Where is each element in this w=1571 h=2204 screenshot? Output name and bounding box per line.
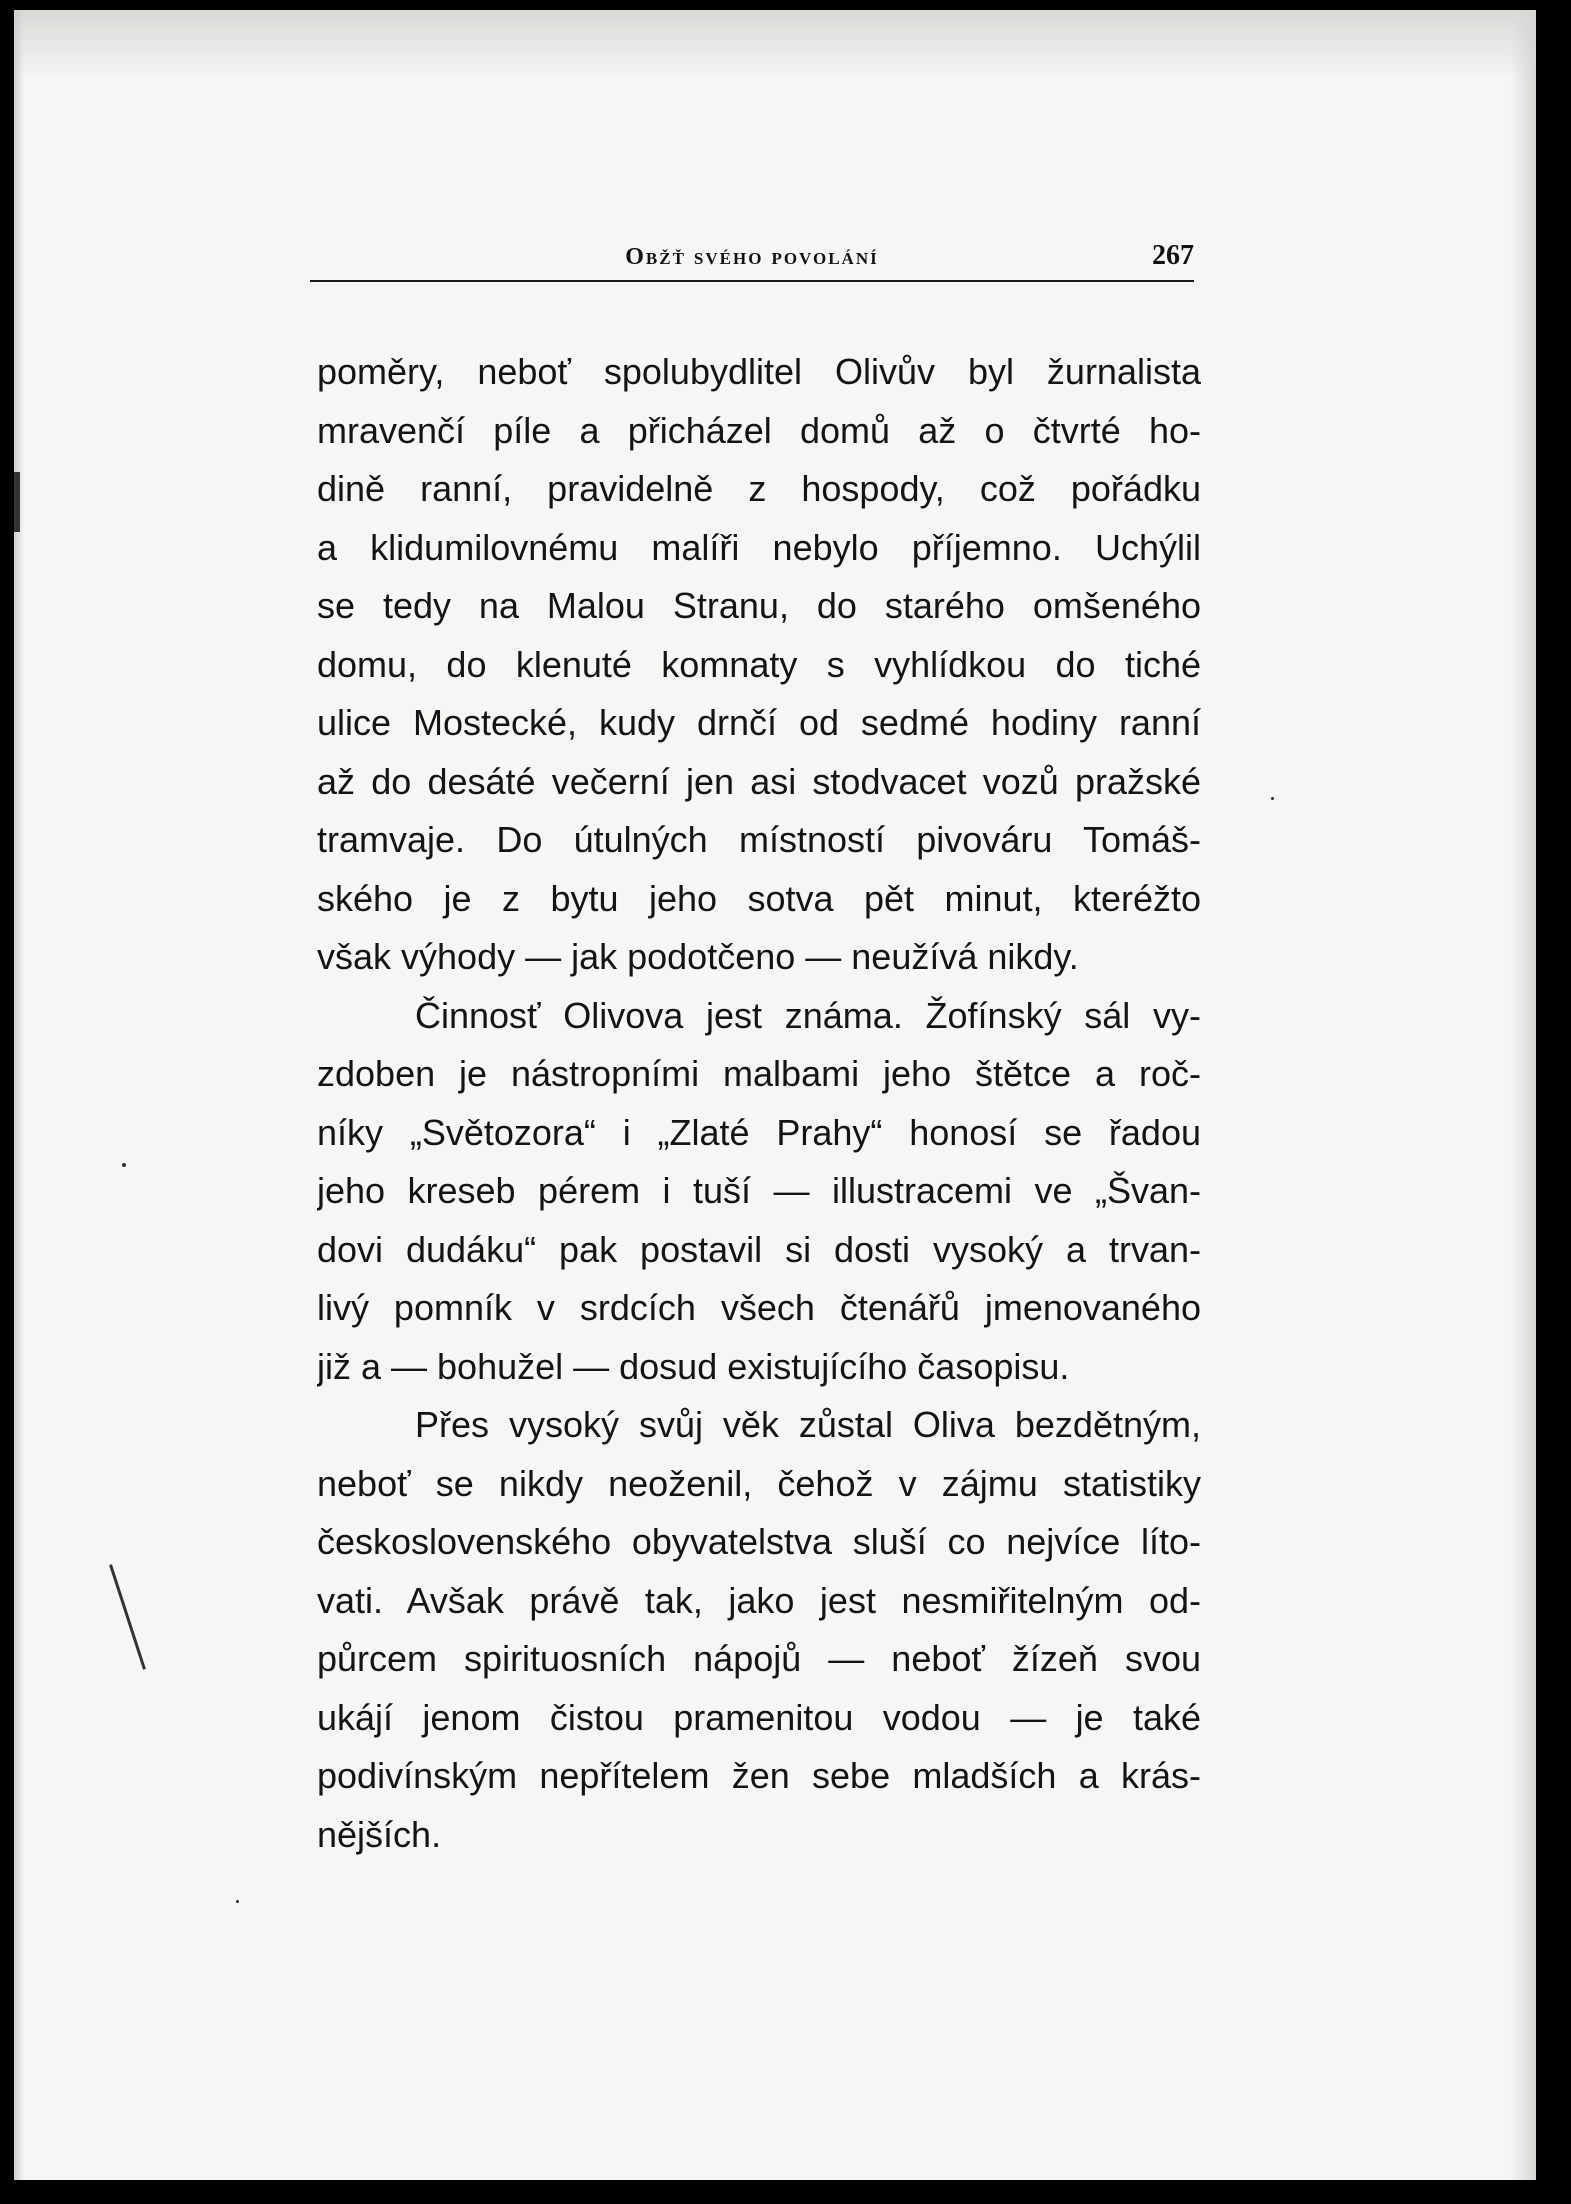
- text-line: až do desáté večerní jen asi stodvacet vozů pražské: [317, 760, 1201, 802]
- text-line: livý pomník v srdcích všech čtenářů jmenovaného: [317, 1287, 1201, 1328]
- text-line: podivínským nepřítelem žen sebe mladších a krás-: [317, 1755, 1201, 1796]
- text-line: dině ranní, pravidelně z hospody, což pořádku: [317, 468, 1201, 509]
- text-line: a klidumilovnému malíři nebylo příjemno. Uchýlil: [317, 526, 1201, 568]
- text-line: tramvaje. Do útulných místností pivováru Tomáš-: [317, 819, 1201, 860]
- body-text: [317, 343, 1201, 1864]
- scan-shadow-right: [1510, 10, 1536, 2180]
- text-line: Přes vysoký svůj věk zůstal Oliva bezdětným,: [415, 1404, 1201, 1445]
- text-line: vati. Avšak právě tak, jako jest nesmiřitelným od-: [317, 1579, 1201, 1621]
- scan-speck: [14, 472, 20, 532]
- scan-shadow-top: [14, 10, 1536, 80]
- text-line: nějších.: [317, 1813, 442, 1855]
- text-line: domu, do klenuté komnaty s vyhlídkou do tiché: [317, 643, 1201, 685]
- text-line: ského je z bytu jeho sotva pět minut, kteréžto: [317, 877, 1201, 919]
- scan-speck: [122, 1163, 126, 1167]
- page-number: 267: [1152, 240, 1194, 271]
- running-title: Obžť svého povolání: [625, 244, 879, 270]
- text-line: mravenčí píle a přicházel domů až o čtvrté ho-: [317, 409, 1201, 451]
- text-line: zdoben je nástropními malbami jeho štětce a roč-: [317, 1053, 1201, 1094]
- text-line: ukájí jenom čistou pramenitou vodou — je také: [317, 1696, 1201, 1738]
- text-line: však výhody — jak podotčeno — neužívá nikdy.: [317, 936, 1079, 977]
- text-line: Činnosť Olivova jest známa. Žofínský sál vy-: [415, 994, 1201, 1036]
- text-line: neboť se nikdy neoženil, čehož v zájmu statistiky: [317, 1462, 1201, 1504]
- text-line: dovi dudáku“ pak postavil si dosti vysoký a trvan-: [317, 1228, 1201, 1270]
- page-header: [310, 238, 1194, 282]
- scan-speck: [236, 1900, 239, 1903]
- scan-shadow-left: [14, 10, 24, 2180]
- text-line: se tedy na Malou Stranu, do starého omšeného: [317, 585, 1201, 626]
- text-line: ulice Mostecké, kudy drnčí od sedmé hodiny ranní: [317, 702, 1201, 743]
- scan-speck: [1271, 797, 1274, 800]
- text-line: půrcem spirituosních nápojů — neboť žízeň svou: [317, 1638, 1201, 1679]
- text-line: jeho kreseb pérem i tuší — illustracemi ve „Švan-: [317, 1170, 1201, 1211]
- text-line: níky „Světozora“ i „Zlaté Prahy“ honosí se řadou: [317, 1111, 1201, 1153]
- text-line: již a — bohužel — dosud existujícího časopisu.: [317, 1345, 1070, 1387]
- text-line: poměry, neboť spolubydlitel Olivův byl žurnalista: [317, 351, 1201, 392]
- text-line: československého obyvatelstva sluší co nejvíce líto-: [317, 1521, 1201, 1562]
- scan-speck: [109, 1564, 146, 1670]
- book-page: [14, 10, 1536, 2180]
